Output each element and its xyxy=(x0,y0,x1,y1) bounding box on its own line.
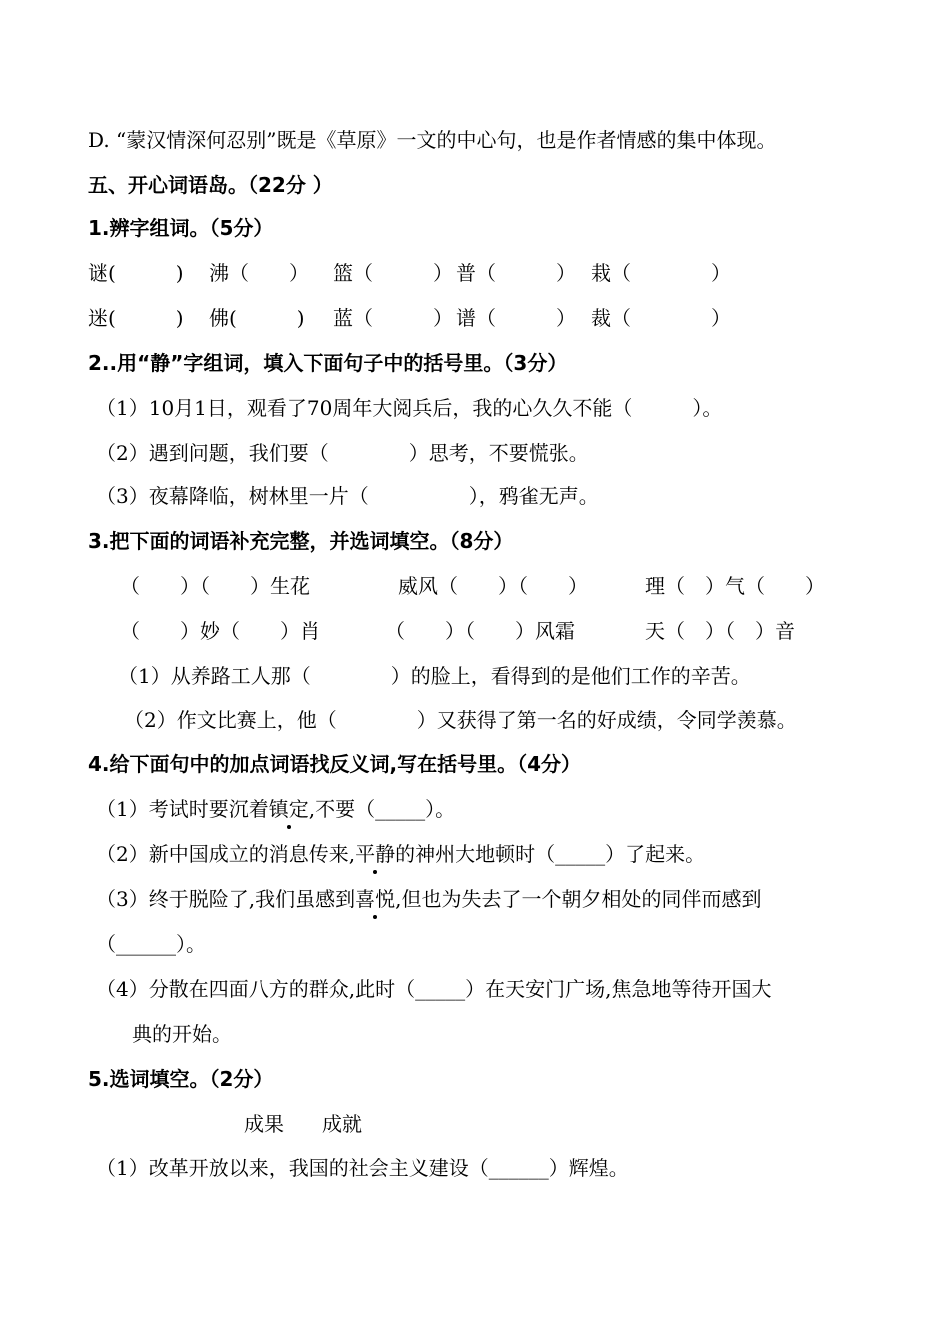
q4-sentence-1 xyxy=(96,795,455,823)
q3-idiom-3: 理（ ）气（ ） xyxy=(645,574,825,598)
q2-title: 2..用“静”字组词，填入下面句子中的括号里。（3分） xyxy=(88,351,568,375)
q1-row1-item2: 沸（ ） xyxy=(209,261,309,285)
q3-idiom-6: 天（ ）（ ）音 xyxy=(645,619,795,643)
q4-3-dotted-word: 喜悦 xyxy=(355,887,396,911)
q5-sentence-1: （1）改革开放以来，我国的社会主义建设（______）辉煌。 xyxy=(96,1156,629,1180)
q4-2-dotted-word: 平静 xyxy=(355,842,396,866)
q4-sentence-2 xyxy=(96,840,705,868)
q3-idiom-4: （ ）妙（ ）肖 xyxy=(120,619,320,643)
q1-row2-item3: 蓝（ ） xyxy=(333,306,453,330)
q3-idiom-1: （ ）（ ）生花 xyxy=(120,574,310,598)
q3-sentence-1: （1）从养路工人那（ ）的脸上，看得到的是他们工作的辛苦。 xyxy=(118,664,751,688)
q4-1-post: ,不要（_____）。 xyxy=(308,797,456,821)
q2-sentence-3: （3）夜幕降临，树林里一片（ ），鸦雀无声。 xyxy=(96,484,599,508)
q2-sentence-1: （1）10月1日，观看了70周年大阅兵后，我的心久久不能（ ）。 xyxy=(96,396,723,420)
q2-sentence-2: （2）遇到问题，我们要（ ）思考，不要慌张。 xyxy=(96,441,589,465)
q4-2-pre: （2）新中国成立的消息传来, xyxy=(96,842,356,866)
q1-row2-item2: 佛( ) xyxy=(209,306,305,330)
q4-1-pre: （1）考试时要沉着 xyxy=(96,797,269,821)
q5-title: 5.选词填空。（2分） xyxy=(88,1067,274,1091)
q1-row1-item1: 谜( ) xyxy=(88,261,184,285)
q1-row1-item3: 篮（ ） xyxy=(333,261,453,285)
option-d: D. “蒙汉情深何忍别”既是《草原》一文的中心句，也是作者情感的集中体现。 xyxy=(88,128,777,152)
q1-row2-item5: 裁（ ） xyxy=(591,306,731,330)
q4-1-dotted-word: 镇定 xyxy=(268,797,309,821)
q4-2-post: 的神州大地顿时（_____）了起来。 xyxy=(395,842,706,866)
q1-row2-item1: 迷( ) xyxy=(88,306,184,330)
q3-idiom-5: （ ）（ ）风霜 xyxy=(385,619,575,643)
q4-3-post: ,但也为失去了一个朝夕相处的同伴而感到 xyxy=(395,887,762,911)
q3-idiom-2: 威风（ ）（ ） xyxy=(398,574,588,598)
q5-word-1: 成果 xyxy=(244,1112,284,1136)
q3-sentence-2: （2）作文比赛上，他（ ）又获得了第一名的好成绩，令同学羡慕。 xyxy=(124,708,797,732)
q5-word-2: 成就 xyxy=(322,1112,362,1136)
q4-sentence-4: （4）分散在四面八方的群众,此时（_____）在天安门广场,焦急地等待开国大 xyxy=(96,977,772,1001)
q1-title: 1.辨字组词。（5分） xyxy=(88,216,274,240)
q1-row2-item4: 谱（ ） xyxy=(456,306,576,330)
q1-row1-item5: 栽（ ） xyxy=(591,261,731,285)
q4-sentence-3-cont: （______）。 xyxy=(96,932,206,956)
q4-3-pre: （3）终于脱险了,我们虽感到 xyxy=(96,887,356,911)
q4-sentence-3 xyxy=(96,885,761,913)
q4-sentence-4-cont: 典的开始。 xyxy=(132,1022,232,1046)
q1-row1-item4: 普（ ） xyxy=(456,261,576,285)
q3-title: 3.把下面的词语补充完整，并选词填空。（8分） xyxy=(88,529,514,553)
section-5-title: 五、开心词语岛。（22分 ） xyxy=(88,173,333,197)
q4-title: 4.给下面句中的加点词语找反义词,写在括号里。（4分） xyxy=(88,752,582,776)
